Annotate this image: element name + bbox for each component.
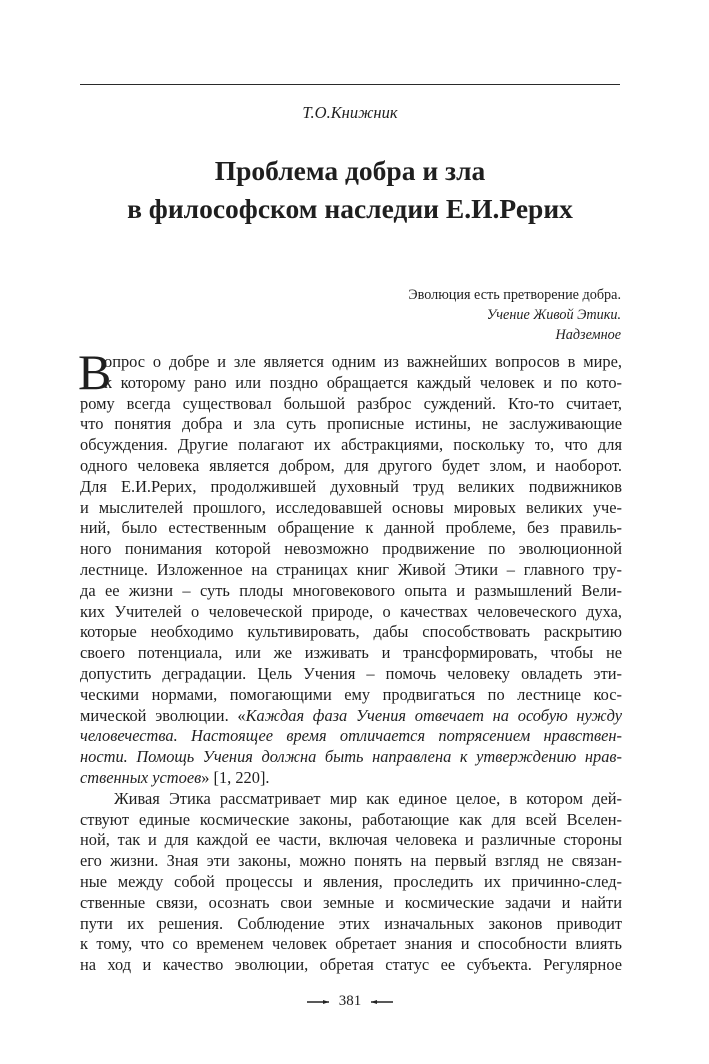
epigraph-source-line-1: Учение Живой Этики. xyxy=(486,307,621,323)
page-number xyxy=(80,993,620,1010)
body-line: допустить деградации. Цель Учения – помочь человеку овладеть эти- xyxy=(80,663,622,683)
title-line-1: Проблема добра и зла xyxy=(214,155,486,186)
body-line: одного человека является добром, для другого будет злом, и наоборот. xyxy=(80,455,622,475)
quote-line: ности. Помощь Учения должна быть направлена к утверждению нрав- xyxy=(80,747,622,767)
body-line: ной, так и для каждой ее части, включая человека и различные стороны xyxy=(80,830,622,850)
body-line: на ход и качество эволюции, обретая статус ее субъекта. Регулярное xyxy=(80,955,622,975)
article-title xyxy=(80,152,620,228)
epigraph xyxy=(201,285,621,345)
epigraph-source-line-2: Надземное xyxy=(555,327,621,343)
body-line: ний, было естественным обращение к данной проблеме, без правиль- xyxy=(80,518,622,538)
body-line: ные между собой процессы и явления, проследить их причинно-след- xyxy=(80,871,622,891)
body-line: к которому рано или поздно обращается каждый человек и по кото- xyxy=(104,372,622,392)
drop-cap: В xyxy=(78,344,112,400)
body-line: лестнице. Изложенное на страницах книг Живой Этики – главного тру- xyxy=(80,559,622,579)
body-line xyxy=(80,706,622,727)
epigraph-quote: Эволюция есть претворение добра. xyxy=(408,287,621,303)
body-line: Живая Этика рассматривает мир как единое целое, в котором дей- xyxy=(114,788,622,808)
body-line: ствуют единые космические законы, работающие как для всей Вселен- xyxy=(80,809,622,829)
body-line: которые необходимо культивировать, дабы способствовать раскрытию xyxy=(80,622,622,642)
body-line: что понятия добра и зла суть прописные истины, не заслуживающие xyxy=(80,414,622,434)
citation-text: » [1, 220]. xyxy=(201,767,270,787)
header-rule xyxy=(80,84,620,85)
quote-line: человечества. Настоящее время отличается потрясением нравствен- xyxy=(80,726,622,746)
body-line xyxy=(80,768,622,789)
body-line-text: мической эволюции. « xyxy=(80,705,246,725)
author-name: Т.О.Книжник xyxy=(302,103,398,122)
body-line: ного понимания которой невозможно продвижение по эволюционной xyxy=(80,539,622,559)
body-line: ственные связи, осознать свои земные и космические задачи и найти xyxy=(80,892,622,912)
body-line: рому всегда существовал большой разброс суждений. Кто-то считает, xyxy=(80,393,622,413)
body-line: пути их решения. Соблюдение этих изначальных законов приводит xyxy=(80,913,622,933)
quote-text: ственных устоев xyxy=(80,767,202,787)
body-line: его жизни. Зная эти законы, можно понять на первый взгляд не связан- xyxy=(80,851,622,871)
body-line: ких Учителей о человеческой природе, о качествах человеческого духа, xyxy=(80,601,622,621)
body-line: обсуждения. Другие полагают их абстракциями, поскольку то, что для xyxy=(80,435,622,455)
body-line: своего потенциала, или же изживать и трансформировать, чтобы не xyxy=(80,643,622,663)
body-line: к тому, что со временем человек обретает знания и способности влиять xyxy=(80,934,622,954)
page-number-text: 381 xyxy=(338,993,362,1009)
body-line: ческими нормами, помогающими ему продвигаться по лестнице кос- xyxy=(80,684,622,704)
body-line: и мыслителей прошлого, исследовавшей основы мировых великих уче- xyxy=(80,497,622,517)
title-line-2: в философском наследии Е.И.Рерих xyxy=(127,193,573,224)
article-body xyxy=(78,344,622,976)
right-ornament-icon xyxy=(371,999,393,1005)
body-line: Для Е.И.Рерих, продолжившей духовный труд великих подвижников xyxy=(80,476,622,496)
quote-text: Каждая фаза Учения отвечает на особую нужду xyxy=(245,705,622,725)
body-line: да ее жизни – суть плоды многовекового опыта и размышлений Вели- xyxy=(80,580,622,600)
left-ornament-icon xyxy=(307,999,329,1005)
body-line: опрос о добре и зле является одним из важнейших вопросов в мире, xyxy=(104,352,622,371)
